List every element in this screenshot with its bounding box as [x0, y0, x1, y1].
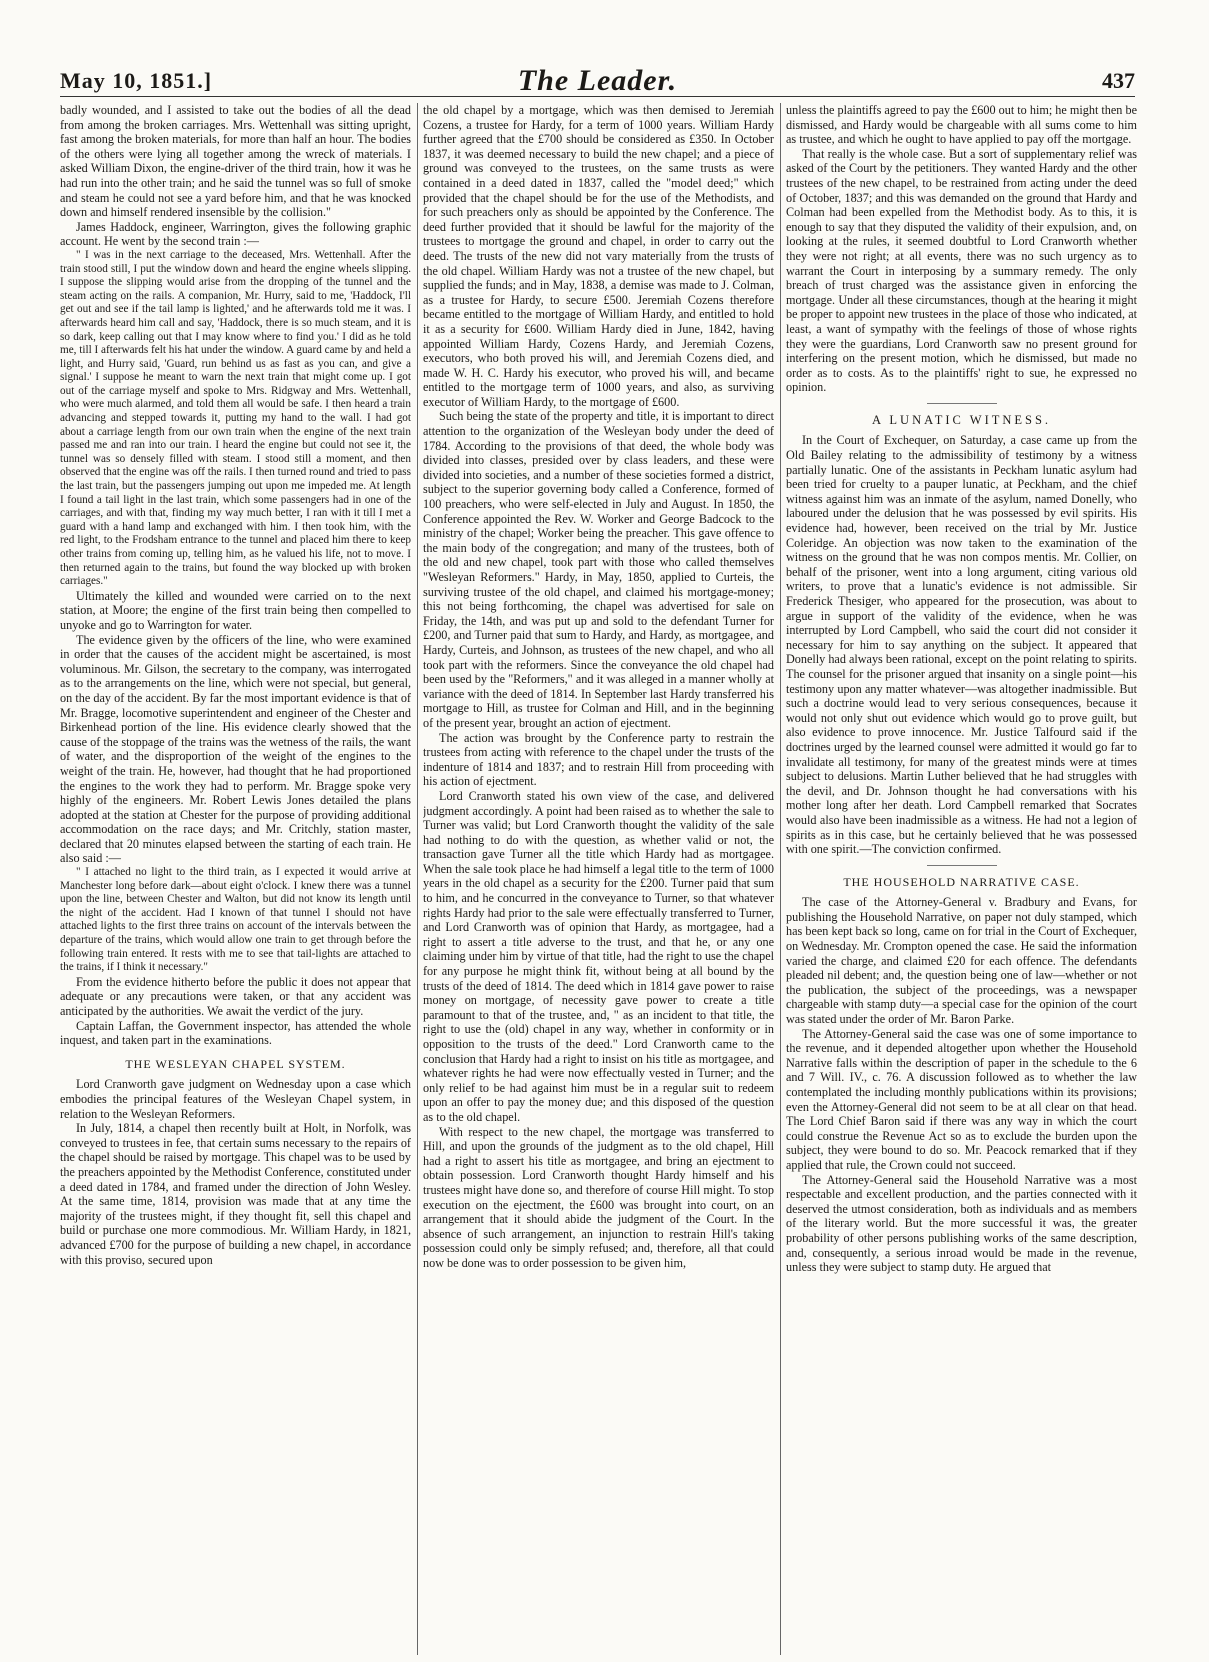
paragraph: That really is the whole case. But a sort of supplementary relief was asked of the Court by the petitioners. They wanted Hardy and the other trustees of the new chapel, to be restrained from acting under the deed of October, 1837; and this was demanded on the ground that Hardy and Colman had been expelled from the Methodist body. As to this, it is enough to say that they disputed the validity of their expulsion, and, on looking at the rules, it seemed doubtful to Lord Cranworth whether they were not right; at all events, there was no such urgency as to warrant the Court in interposing by a summary remedy. The only breach of trust charged was the assistance given in enforcing the mortgage. Under all these circumstances, though at the hearing it might be proper to appoint new trustees in the place of those who indicated, at least, a want of sympathy with the feelings of those of whose rights they were the guardians, Lord Cranworth saw no present ground for interfering on the present motion, which he dismissed, but made no order as to costs. As to the plaintiffs' right to sue, he expressed no opinion.	[786, 146, 1137, 395]
paragraph: Such being the state of the property and title, it is important to direct attention to the organization of the Wesleyan body under the deed of 1784. According to the provisions of that deed, the whole body was divided into classes, presided over by class leaders, and these were divided into societies, and a number of these societies formed a district, subject to the superior governing body called a Conference, formed of 100 preachers, who were self-elected in July and August. In 1850, the Conference appointed the Rev. W. Worker and George Badcock to the ministry of the chapel; Worker being the preacher. This gave offence to the main body of the congregation; and many of the trustees, both of the old and new chapel, took part with those who called themselves "Wesleyan Reformers." Hardy, in May, 1850, applied to Curteis, the surviving trustee of the old chapel, and claimed his mortgage-money; this not being forthcoming, the chapel was advertised for sale on Friday, the 14th, and was put up and sold to the defendant Turner for £200, and Turner paid that sum to Hardy, and Hardy, as mortgagee, and Hardy, Curteis, and Johnson, as trustees of the new chapel, and who all took part with the reformers. Since the conveyance the old chapel had been used by the "Reformers," and it was alleged in a manner wholly at variance with the deed of 1814. In September last Hardy transferred his mortgage to Hill, as trustee for Colman and Hill, and in the beginning of the present year, brought an action of ejectment.	[423, 409, 774, 730]
article-heading: A LUNATIC WITNESS.	[871, 412, 1052, 427]
column-rule-left	[417, 103, 418, 1655]
issue-date: May 10, 1851.]	[60, 68, 213, 93]
column-rule-right	[780, 103, 781, 1655]
page-number: 437	[1102, 68, 1135, 93]
section-divider	[927, 403, 997, 404]
paragraph: The evidence given by the officers of the line, who were examined in order that the causes of the accident might be ascertained, is most voluminous. Mr. Gilson, the secretary to the company, was interrogated as to the arrangements on the line, which were not special, but general, on the day of the accident. By far the most important evidence is that of Mr. Bragge, locomotive superintendent and engineer of the Chester and Birkenhead portion of the line. His evidence clearly showed that the cause of the stoppage of the trains was the wetness of the rails, the want of water, and the disproportion of the weight of the engines to the weight of the train. He, however, had thought that he had proportioned the engines to the work they had to perform. Mr. Bragge spoke very highly of the engineers. Mr. Robert Lewis Jones detailed the plans adopted at the station at Chester for the purpose of providing additional accommodation on the race days; and Mr. Critchly, station master, declared that 20 minutes elapsed between the starting of each train. He also said :—	[60, 632, 411, 866]
paragraph: Ultimately the killed and wounded were carried on to the next station, at Moore; the engine of the first train being then compelled to unyoke and go to Warrington for water.	[60, 588, 411, 632]
quoted-testimony: " I attached no light to the third train, as I expected it would arrive at Manchester long before dark—about eight o'clock. I knew there was a tunnel upon the line, between Chester and Walton, but did not know its length until the night of the accident. Had I known of that tunnel I should not have attached lights to the first three trains on account of the intervals between the departure of the trains, which would allow one train to get through before the following train entered. It rests with me to see that tail-lights are attached to the trains, if I think it necessary."	[60, 866, 411, 974]
paragraph: With respect to the new chapel, the mortgage was transferred to Hill, and upon the grounds of the judgment as to the old chapel, Hill had a right to assert his title as mortgagee, and bring an ejectment to obtain possession. Lord Cranworth thought Hardy himself and his trustees might have done so, and therefore of course Hill might. To stop execution on the ejectment, the £600 was brought into court, on an arrangement that it should abide the judgment of the Court. In the absence of such arrangement, an injunction to restrain Hill's taking possession could only be simply refused; and, therefore, all that could now be done was to order possession to be given him,	[423, 1124, 774, 1270]
newspaper-title: The Leader.	[517, 64, 678, 97]
column-2	[423, 103, 774, 1655]
paragraph: Lord Cranworth gave judgment on Wednesday upon a case which embodies the principal features of the Wesleyan Chapel system, in relation to the Wesleyan Reformers.	[60, 1077, 411, 1121]
paragraph: unless the plaintiffs agreed to pay the £600 out to him; he might then be dismissed, and Hardy would be chargeable with all sums come to him as trustee, and which he ought to have applied to pay off the mortgage.	[786, 103, 1137, 147]
paragraph: The Attorney-General said the case was one of some importance to the revenue, and it depended altogether upon whether the Household Narrative falls within the description of paper in the schedule to the 6 and 7 Will. IV., c. 76. A discussion followed as to whether the law contemplated the including monthly publications within its provisions; even the Attorney-General did not seem to be at all clear on that head. The Lord Chief Baron said if there was any way in which the court could construe the Revenue Act so as to exclude the burden upon the subject, they were bound to do so. Mr. Peacock remarked that if they applied that rule, the Crown could not succeed.	[786, 1026, 1137, 1172]
masthead	[60, 66, 1135, 97]
paragraph: Captain Laffan, the Government inspector, has attended the whole inquest, and taken part in the examinations.	[60, 1018, 411, 1048]
paragraph: In July, 1814, a chapel then recently built at Holt, in Norfolk, was conveyed to trustees in fee, that certain sums necessary to the repairs of the chapel should be raised by mortgage. This chapel was to be used by the preachers appointed by the Methodist Conference, constituted under a deed dated in 1784, and framed under the direction of John Wesley. At the same time, 1814, provision was made that at any time the majority of the trustees might, if they thought fit, sell this chapel and build or purchase one more commodious. Mr. William Hardy, in 1821, advanced £700 for the purpose of building a new chapel, in accordance with this proviso, secured upon	[60, 1121, 411, 1267]
paragraph: In the Court of Exchequer, on Saturday, a case came up from the Old Bailey relating to the admissibility of testimony by a witness partially lunatic. One of the assistants in Peckham lunatic asylum had been tried for cruelty to a pauper lunatic, at Peckham, and the chief witness against him was an inmate of the asylum, named Donelly, who laboured under the delusion that he was possessed by evil spirits. His evidence had, however, been received on the trial by Mr. Justice Coleridge. An objection was now taken to the examination of the witness on the ground that he was non compos mentis. Mr. Collier, on behalf of the prisoner, went into a long argument, citing various old writers, to prove that a lunatic's evidence is not admissible. Sir Frederick Thesiger, who appeared for the prosecution, was about to argue in support of the validity of the evidence, when he was interrupted by Lord Campbell, who said the court did not consider it necessary for him to say anything on the subject. It appeared that Donelly had always been rational, except on the point relating to spirits. The counsel for the prisoner argued that insanity on a single point—his testimony upon any matter whatever—was altogether inadmissible. But such a doctrine would lead to very serious consequences, because it would not only shut out evidence which would go to prove guilt, but also evidence to prove innocence. Mr. Justice Talfourd said if the doctrines urged by the learned counsel were admitted it would go far to invalidate all testimony, for many of the greatest minds were at times subject to delusions. Martin Luther believed that he had struggles with the devil, and Dr. Johnson thought he had conversations with his mother long after her death. Lord Campbell remarked that Socrates would also have been inadmissible as a witness. He had not a legion of spirits as in this case, but he certainly believed that he was possessed with one spirit.—The conviction confirmed.	[786, 433, 1137, 857]
article-heading: THE HOUSEHOLD NARRATIVE CASE.	[843, 874, 1080, 889]
column-3	[786, 103, 1137, 1655]
paragraph: James Haddock, engineer, Warrington, gives the following graphic account. He went by the second train :—	[60, 219, 411, 249]
paragraph: badly wounded, and I assisted to take out the bodies of all the dead from among the broken carriages. Mrs. Wettenhall was sitting upright, fast among the broken materials, for more than half an hour. The bodies of the others were lying all together among the wreck of materials. I asked William Dixon, the engine-driver of the third train, how it was he had run into the other train; and he said the tunnel was so full of smoke and steam he could not see a yard before him, and that he was knocked down and himself rendered insensible by the collision."	[60, 103, 411, 220]
column-1	[60, 103, 411, 1655]
paragraph: The Attorney-General said the Household Narrative was a most respectable and excellent production, and the parties connected with it deserved the utmost consideration, both as individuals and as members of the literary world. But the more successful it was, the greater probability of other persons publishing works of the same description, and, consequently, a serious inroad would be made in the revenue, unless they were subject to stamp duty. He argued that	[786, 1172, 1137, 1275]
paragraph: the old chapel by a mortgage, which was then demised to Jeremiah Cozens, a trustee for Hardy, for a term of 1000 years. William Hardy further agreed that the £700 should be considered as £350. In October 1837, it was deemed necessary to build the new chapel; and a piece of ground was conveyed to the trustees, on the same trusts as were contained in a deed dated in 1837, called the "model deed;" which provided that the chapel should be for the use of the Methodists, and for such preachers only as should be appointed by the Conference. The deed further provided that it should be lawful for the majority of the trustees to mortgage the ground and chapel, in order to carry out the deed. The trusts of the new did not vary materially from the trusts of the old chapel. William Hardy was not a trustee of the new chapel, but supplied the funds; and in May, 1838, a demise was made to J. Colman, as a trustee for Hardy, to secure £500. Jeremiah Cozens therefore became entitled to the mortgage of William Hardy, and entitled to hold it as a security for £600. William Hardy died in June, 1842, having appointed William Hardy, Cozens Hardy, and Jeremiah Cozens, executors, who both proved his will, and Jeremiah Cozens died, and made W. H. C. Hardy his executor, who proved his will, and became entitled to the mortgage term of 1000 years, and also, as surviving executor of William Hardy, to the mortgage of £600.	[423, 103, 774, 409]
paragraph: From the evidence hitherto before the public it does not appear that adequate or any precautions were taken, or that any accident was anticipated by the authorities. We await the verdict of the jury.	[60, 974, 411, 1018]
paragraph: The case of the Attorney-General v. Bradbury and Evans, for publishing the Household Narrative, on paper not duly stamped, which has been kept back so long, came on for trial in the Court of Exchequer, on Wednesday. Mr. Crompton opened the case. He said the information varied the charge, and claimed £20 for each offence. The defendants pleaded nil debent; and, the question being one of law—whether or not the publication, the subject of the proceedings, was a newspaper chargeable with stamp duty—a special case for the opinion of the court was stated under the order of Mr. Baron Parke.	[786, 895, 1137, 1027]
paragraph: The action was brought by the Conference party to restrain the trustees from acting with reference to the chapel under the trusts of the indenture of 1814 and 1837; and to restrain Hill from proceeding with his action of ejectment.	[423, 730, 774, 789]
paragraph: Lord Cranworth stated his own view of the case, and delivered judgment accordingly. A point had been raised as to whether the sale to Turner was valid; but Lord Cranworth thought the validity of the sale had nothing to do with the question, as whether valid or not, the transaction gave Turner all the title which Hardy had as mortgagee. When the sale took place he had himself a legal title to the term of 1000 years in the old chapel as a security for the £200. Turner paid that sum to him, and he concurred in the conveyance to Turner, so that whatever rights Hardy had prior to the sale were effectually transferred to Turner, and Lord Cranworth was of opinion that Hardy, as mortgagee, had a right to assert a title adverse to the trust, and that he, or any one claiming under him by virtue of that title, had the right to use the chapel for any purpose he might think fit, without being at all bound by the trusts of the deed of 1814. The deed which in 1814 gave power to raise money on mortgage, of necessity gave power to create a title paramount to that of the trustee, and, " as an incident to that title, the right to use the (old) chapel in any way, whether in conformity or in opposition to the trusts of the deed." Lord Cranworth came to the conclusion that Hardy had a right to insist on his title as mortgagee, and whatever rights he had were now effectually vested in Turner; and the only relief to be had against him must be in a regular suit to redeem upon an offer to pay the money due; and this disposed of the question as to the old chapel.	[423, 788, 774, 1124]
article-heading: THE WESLEYAN CHAPEL SYSTEM.	[125, 1056, 346, 1071]
section-divider	[927, 865, 997, 866]
quoted-testimony: " I was in the next carriage to the deceased, Mrs. Wettenhall. After the train stood still, I put the window down and heard the engine wheels slipping. I suppose the slipping would arise from the dropping of the tunnel and the steam acting on the rails. A companion, Mr. Hurry, said to me, 'Haddock, I'll get out and see if the tail lamp is lighted,' and he afterwards told me it was. I afterwards heard him call and say, 'Haddock, there is so much steam, and it is so dark, keep calling out that I may know where to find you.' I did as he told me, till I afterwards felt his hat under the window. A guard came by and held a light, and Hurry said, 'Guard, run behind us as fast as you can, and give a signal.' I suppose he meant to warn the next train that might come up. I got out of the carriage myself and spoke to Mrs. Ridgway and Mrs. Wettenhall, who were much alarmed, and told them all would be safe. I then heard a train advancing and stepped towards it, putting my hand to the wall. I had got about a carriage length from our own train when the engine of the next train passed me and ran into our train. I heard the engine but could not see it, the tunnel was so densely filled with steam. I stood still a moment, and then observed that the engine was off the rails. I then turned round and tried to pass the last train, but the passengers jumping out upon me impeded me. At length I found a tail light in the last train, which some passengers had in one of the carriages, and with that, finding my way much better, I ran with it till I met a guard with a hand lamp and exchanged with him. I then took him, with the red light, to the Frodsham entrance to the tunnel and placed him there to keep other trains from coming up, telling him, as he valued his life, not to move. I then returned again to the trains, but found the way blocked up with broken carriages."	[60, 248, 411, 588]
